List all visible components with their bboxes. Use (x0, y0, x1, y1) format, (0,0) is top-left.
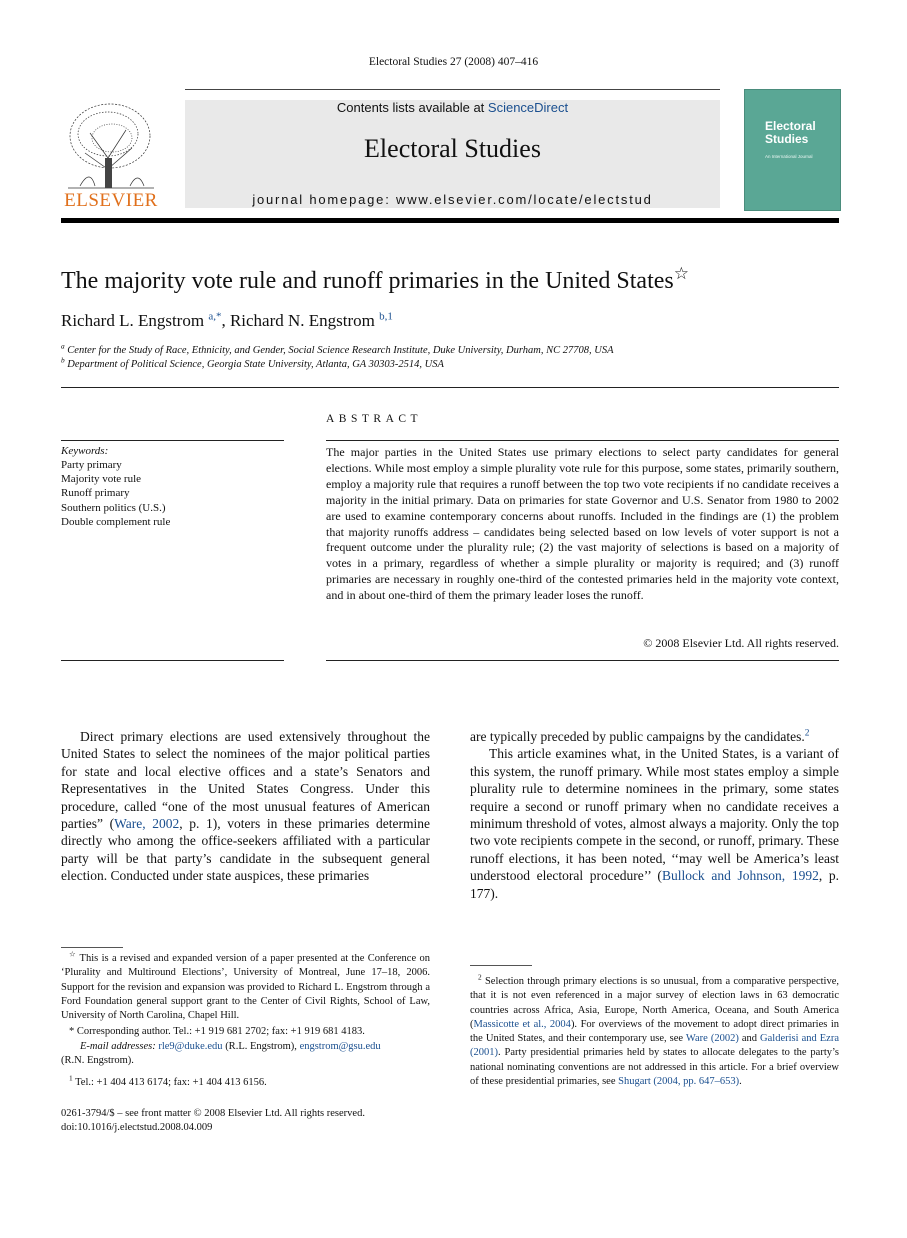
footnote-2-link[interactable]: 2 (804, 728, 810, 739)
affiliation-b-mark: b (61, 355, 65, 365)
abstract-heading: ABSTRACT (326, 413, 423, 425)
paragraph-text: are typically preceded by public campaigns by the candidates. (470, 729, 805, 744)
footnote-text: Tel.: +1 404 413 6174; fax: +1 404 413 6156. (75, 1077, 267, 1089)
author-list (61, 311, 393, 331)
journal-homepage-link[interactable]: journal homepage: www.elsevier.com/locate/electstud (252, 192, 653, 207)
abstract-copyright: © 2008 Elsevier Ltd. All rights reserved. (643, 636, 839, 650)
footnote-text: Selection through primary elections is so unusual, from a comparative perspective, that it is not even referenced in a major survey of election laws in 63 democratic countries across Africa, Asia, Europe, North America, Oceana, and South America ( (470, 976, 839, 1030)
paragraph-text: Direct primary elections are used extensively throughout the United States to select the nominees of the major political parties for state and local elective offices and a state’s Senators and Representatives in the United States Congress. Under this procedure, called “one of the most unusual features of American parties” ( (61, 729, 430, 832)
citation-link[interactable]: Shugart (2004, pp. 647–653) (618, 1076, 740, 1088)
article-title-text: The majority vote rule and runoff primaries in the United States (61, 268, 674, 294)
footnotes-left (61, 949, 430, 1135)
affiliation-rule (61, 387, 839, 388)
citation-link[interactable]: Galderisi and Ezra (2001) (470, 1033, 839, 1059)
footnote-text: Corresponding author. Tel.: +1 919 681 2702; fax: +1 919 681 4183. (76, 1026, 365, 1038)
body-left-column (61, 728, 430, 885)
abstract-top-rule (326, 440, 839, 441)
title-footnote-star[interactable]: ☆ (673, 264, 689, 283)
cover-subtitle: An International Journal (765, 154, 813, 159)
footnote-emails (61, 1040, 430, 1054)
footnote-corresponding-mark: * (69, 1026, 75, 1038)
email-owner: (R.L. Engstrom), (222, 1040, 300, 1052)
footnote-text: . (739, 1076, 742, 1088)
citation-link[interactable]: Ware, 2002 (114, 816, 180, 832)
body-paragraph (470, 745, 839, 902)
journal-title: Electoral Studies (364, 134, 541, 163)
author-2-affiliation-marks[interactable]: b,1 (379, 310, 393, 323)
author-separator: , (221, 311, 230, 330)
footnote-star-mark: ☆ (69, 949, 77, 959)
keyword-item: Party primary (61, 459, 122, 471)
footnote-corresponding (61, 1025, 430, 1039)
contents-availability (185, 100, 720, 115)
keyword-item: Runoff primary (61, 487, 130, 499)
issn-line: 0261-3794/$ – see front matter © 2008 Elsevier Ltd. All rights reserved. (61, 1107, 365, 1119)
abstract-bottom-rule (326, 660, 839, 661)
affiliation-b-text: Department of Political Science, Georgia State University, Atlanta, GA 30303-2514, USA (67, 359, 444, 370)
paragraph-text: This article examines what, in the United States, is a variant of this system, the runoff primary. While most states employ a simple plurality rule to determine nominees in the primary, some states require a second or runoff primary when no candidate receives a minimum threshold of votes, almost always a majority. Only the top two vote recipients compete in the second, or runoff, primary. These runoff elections, it has been noted, ‘‘may well be America’s least understood electoral procedure’’ ( (470, 746, 839, 884)
footnote-2 (470, 972, 839, 1089)
email-link[interactable]: rle9@duke.edu (158, 1040, 223, 1052)
cover-title-line2: Studies (765, 132, 809, 146)
footnote-text: and (738, 1033, 761, 1045)
affiliation-a-mark: a (61, 341, 65, 351)
citation-link[interactable]: Ware (2002) (685, 1033, 739, 1045)
footnote-emails-cont (61, 1054, 430, 1068)
journal-reference: Electoral Studies 27 (2008) 407–416 (368, 56, 539, 68)
paragraph-text: , p. 1), voters in these primaries determine directly who among the office-seekers affiliated with a particular party will be that party’s candidate in the subsequent general election. Conducted under state auspices, these primaries (61, 816, 430, 884)
keyword-item: Southern politics (U.S.) (61, 502, 166, 514)
journal-cover-thumbnail[interactable] (744, 89, 841, 211)
doi-line[interactable]: doi:10.1016/j.electstud.2008.04.009 (61, 1121, 213, 1133)
author-1-affiliation-marks[interactable]: a,* (208, 310, 222, 323)
footnote-2-mark: 2 (478, 972, 482, 982)
footnote-rule-left (61, 947, 123, 948)
footnote-star (61, 949, 430, 1023)
footnote-1-mark: 1 (69, 1073, 73, 1083)
body-paragraph (61, 728, 430, 885)
affiliation-b (61, 355, 444, 370)
elsevier-logo[interactable] (60, 98, 162, 210)
cover-title (765, 120, 816, 146)
abstract-text: The major parties in the United States use primary elections to select party candidates for general elections. While most employ a simple plurality vote rule for this purpose, some states, primarily southern, employ a majority rule that requires a runoff between the top two vote recipients if no candidate receives a majority in the initial primary. Data on primaries for state Governor and U.S. Senator from 1980 to 2002 are used to examine contemporary concerns about runoffs. Included in the findings are (1) the problem that majority runoffs address – candidates being selected based on low levels of voter support is not a frequent outcome under the plurality rule; (2) the vast majority of selections is based on a majority of votes in a primary, regardless of whether a simple plurality or majority is required; and (3) runoff primaries are necessary in roughly one-third of the contested primaries held in the majority vote context, and in about one-third of them the primary leader loses the runoff. (326, 445, 839, 603)
keywords-label: Keywords: (61, 445, 109, 457)
footnotes-right (470, 972, 839, 1089)
contents-prefix: Contents lists available at (336, 100, 488, 115)
footnote-text: ). For overviews of the movement to adopt direct primaries in the United States, and their contemporary use, see (470, 1018, 839, 1045)
footnote-text: This is a revised and expanded version of a paper presented at the Conference on ‘Plurality and Multiround Elections’, University of Montreal, June 17–18, 2006. Support for the revision and expansion was provided to Richard L. Engstrom through a Ford Foundation general support grant to the Center of Civil Rights, School of Law, University of North Carolina, Chapel Hill. (61, 953, 430, 1022)
keywords-top-rule (61, 440, 284, 441)
footnote-text: . Party presidential primaries held by states to allocate delegates to the party’s national nominating conventions are not addressed in this article. For a brief overview of these presidential primaries, see (470, 1047, 839, 1088)
affiliation-a-text: Center for the Study of Race, Ethnicity, and Gender, Social Science Research Institute, Duke University, Durham, NC 27708, USA (67, 345, 614, 356)
body-paragraph (470, 728, 839, 745)
citation-link[interactable]: Massicotte et al., 2004 (473, 1018, 571, 1030)
publisher-wordmark: ELSEVIER (64, 190, 158, 211)
citation-link[interactable]: Bullock and Johnson, 1992 (661, 868, 819, 884)
header-thick-rule (61, 218, 839, 223)
email-link[interactable]: engstrom@gsu.edu (299, 1040, 381, 1052)
footnote-rule-right (470, 965, 532, 966)
body-right-column (470, 728, 839, 902)
keyword-item: Majority vote rule (61, 473, 142, 485)
cover-title-line1: Electoral (765, 119, 816, 133)
keywords-bottom-rule (61, 660, 284, 661)
footnote-1 (61, 1073, 430, 1090)
paragraph-text: , p. 177). (470, 868, 839, 901)
email-label: E-mail addresses: (80, 1040, 156, 1052)
sciencedirect-link[interactable]: ScienceDirect (487, 100, 569, 115)
author-1: Richard L. Engstrom (61, 311, 205, 330)
header-top-rule (185, 89, 720, 90)
keyword-item: Double complement rule (61, 516, 171, 528)
affiliation-a (61, 341, 614, 356)
article-title (61, 264, 851, 295)
author-2: Richard N. Engstrom (229, 311, 375, 330)
email-owner: (R.N. Engstrom). (61, 1055, 134, 1067)
